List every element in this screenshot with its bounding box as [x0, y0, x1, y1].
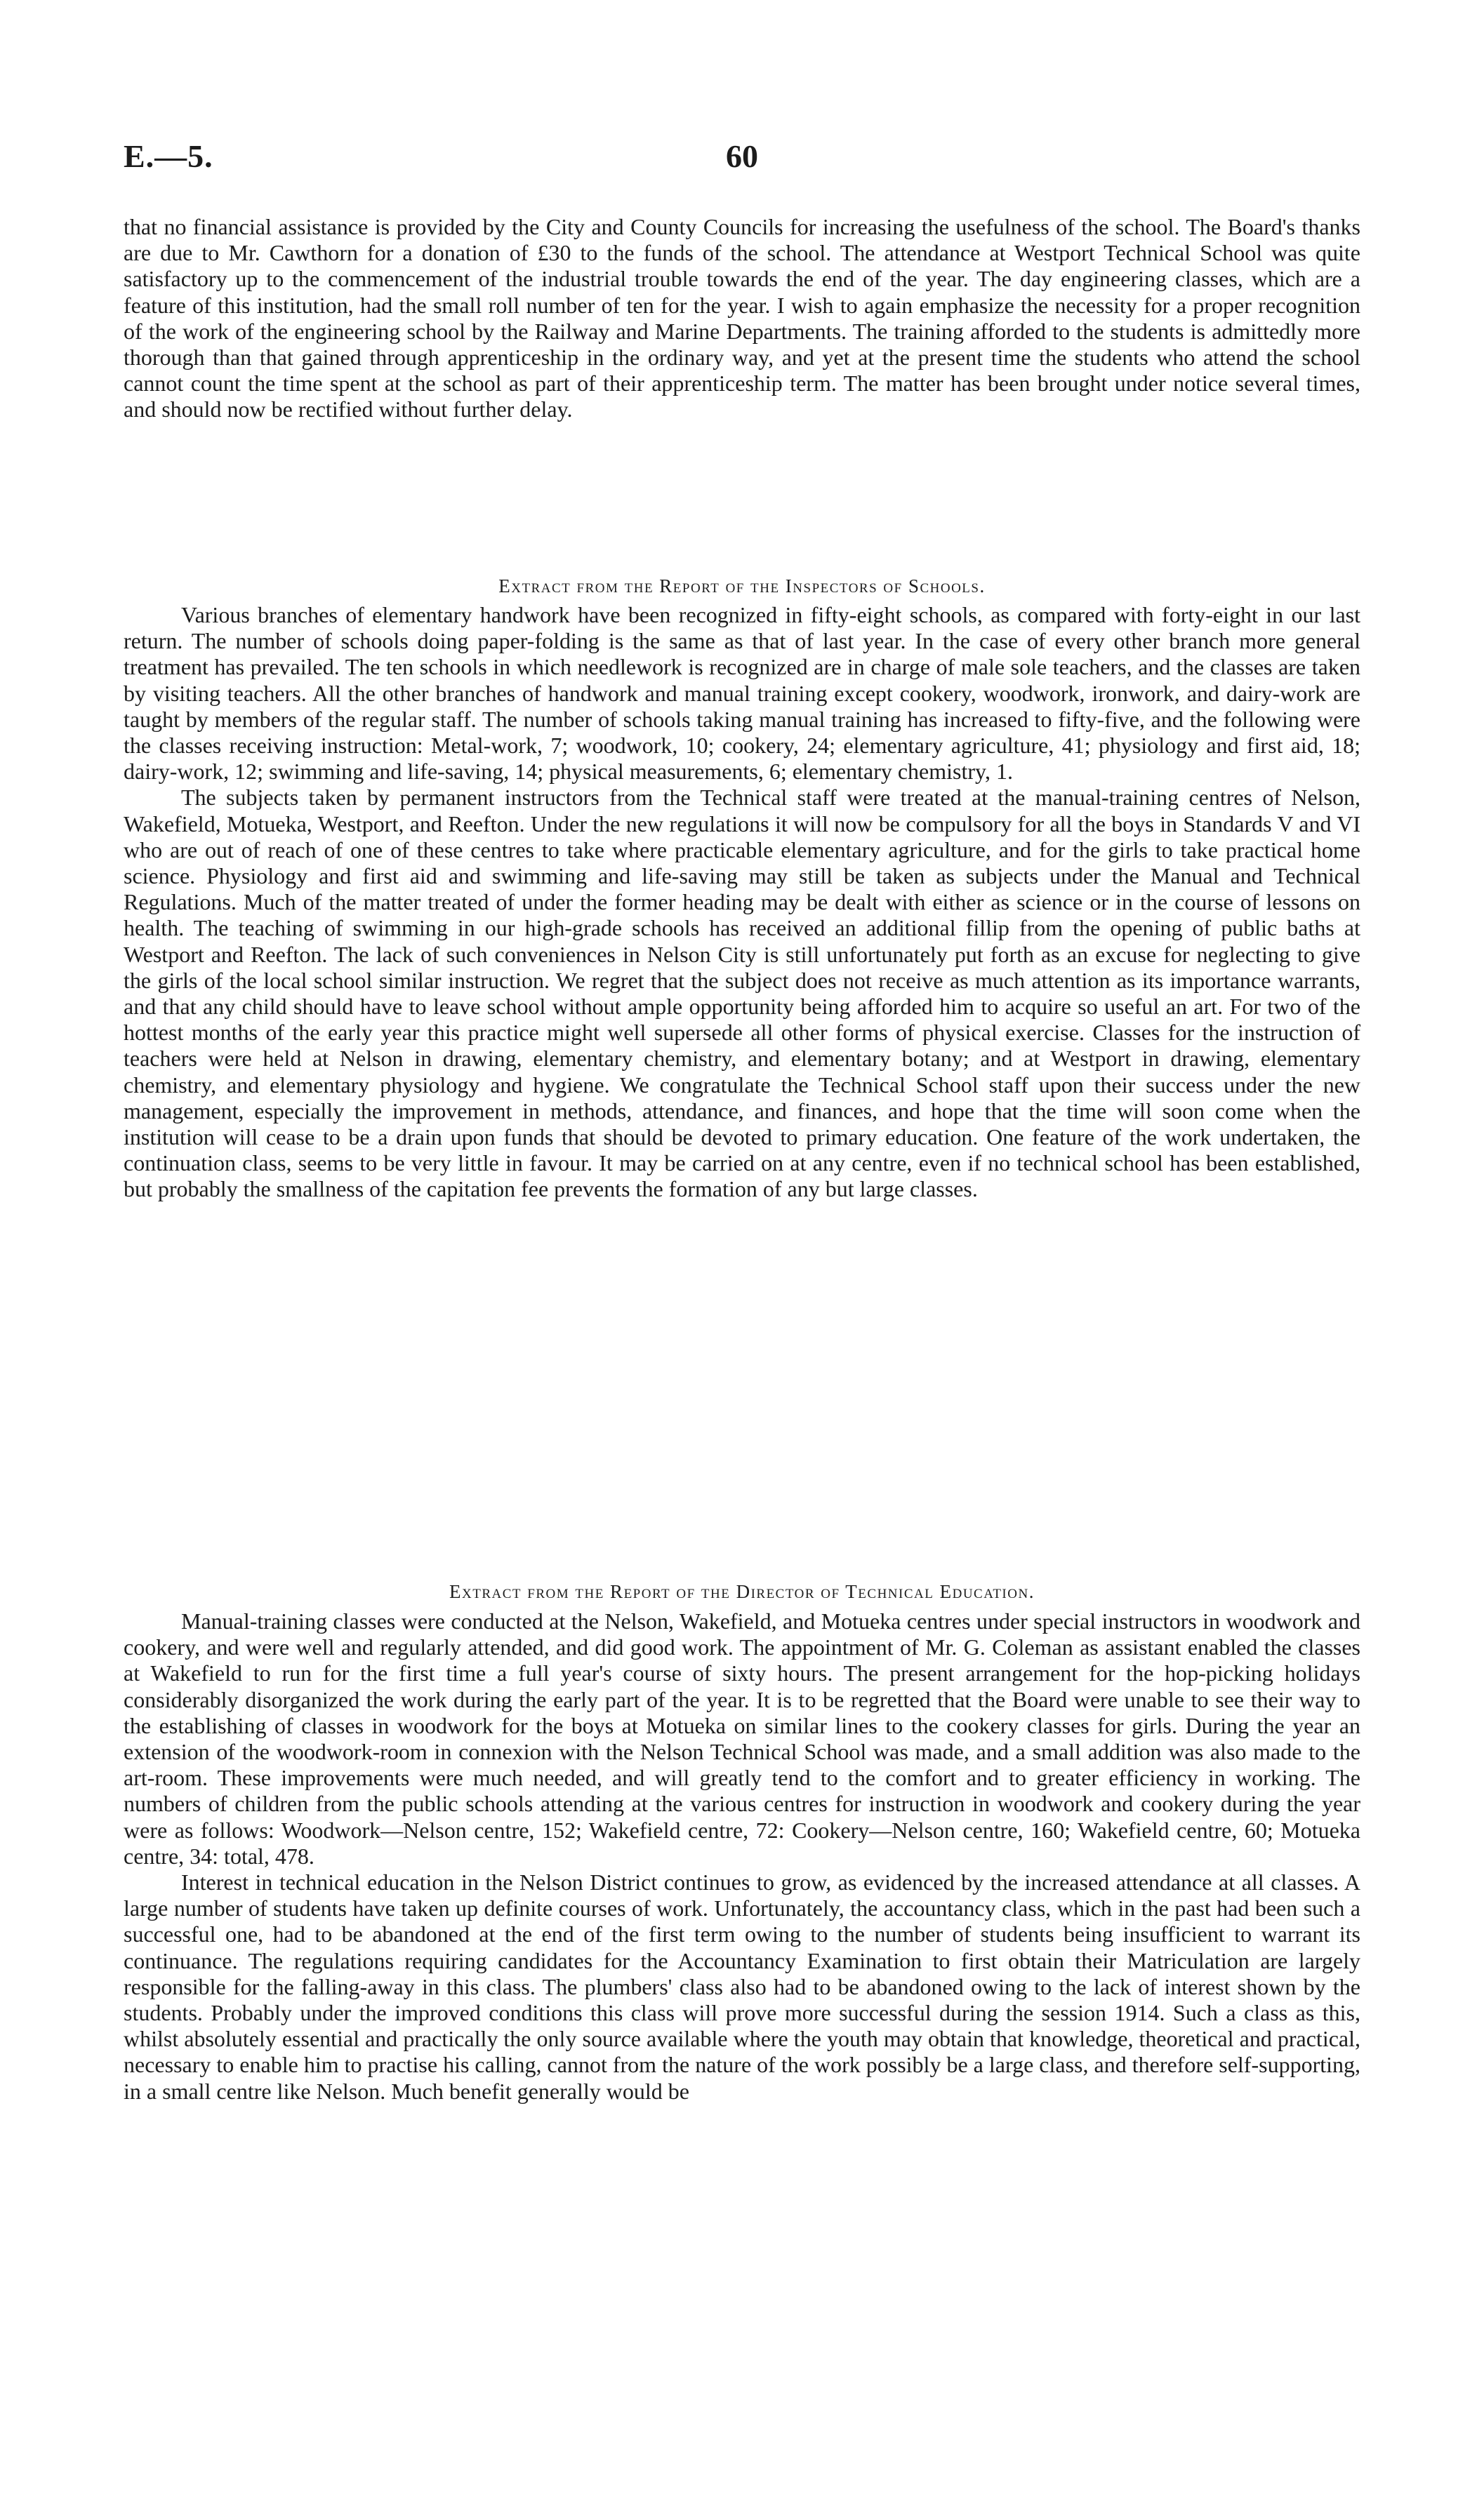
inspectors-section-body	[124, 602, 1360, 1203]
director-section-body	[124, 1608, 1360, 2105]
page-number: 60	[726, 138, 758, 174]
director-paragraph: Manual-training classes were conducted at the Nelson, Wakefield, and Motueka centres under special instructors in woodwork and cookery, and were well and regularly attended, and did good work. The appointment of Mr. G. Coleman as assistant enabled the classes at Wakefield to run for the first time a full year's course of sixty hours. The present arrangement for the hop-picking holidays considerably disorganized the work during the early part of the year. It is to be regretted that the Board were unable to see their way to the establishing of classes in woodwork for the boys at Motueka on similar lines to the cookery classes for girls. During the year an extension of the woodwork-room in connexion with the Nelson Technical School was made, and a small addition was also made to the art-room. These improvements were much needed, and will greatly tend to the comfort and to greater efficiency in working. The numbers of children from the public schools attending at the various centres for instruction in woodwork and cookery during the year were as follows: Woodwork—Nelson centre, 152; Wakefield centre, 72: Cookery—Nelson centre, 160; Wakefield centre, 60; Motueka centre, 34: total, 478.	[124, 1608, 1360, 1869]
inspectors-paragraph: The subjects taken by permanent instructors from the Technical staff were treated at the manual-training centres of Nelson, Wakefield, Motueka, Westport, and Reefton. Under the new regulations it will now be compulsory for all the boys in Standards V and VI who are out of reach of one of these centres to take where practicable elementary agriculture, and for the girls to take practical home science. Physiology and first aid and swimming and life-saving may still be taken as subjects under the Manual and Technical Regulations. Much of the matter treated of under the former heading may be dealt with either as science or in the course of lessons on health. The teaching of swimming in our high-grade schools has received an additional fillip from the opening of public baths at Westport and Reefton. The lack of such conveniences in Nelson City is still unfortunately put forth as an excuse for neglecting to give the girls of the local school similar instruction. We regret that the subject does not receive as much attention as its importance warrants, and that any child should have to leave school without ample opportunity being afforded him to acquire so useful an art. For two of the hottest months of the early year this practice might well supersede all other forms of physical exercise. Classes for the instruction of teachers were held at Nelson in drawing, elementary chemistry, and elementary botany; and at Westport in drawing, elementary chemistry, and elementary physiology and hygiene. We congratulate the Technical School staff upon their success under the new management, especially the improvement in methods, attendance, and finances, and hope that the time will soon come when the institution will cease to be a drain upon funds that should be devoted to primary education. One feature of the work undertaken, the continuation class, seems to be very little in favour. It may be carried on at any centre, even if no technical school has been established, but probably the smallness of the capitation fee prevents the formation of any but large classes.	[124, 785, 1360, 1202]
opening-paragraph: that no financial assistance is provided by the City and County Councils for increasing the usefulness of the school. The Board's thanks are due to Mr. Cawthorn for a donation of £30 to the funds of the school. The attendance at Westport Technical School was quite satisfactory up to the commencement of the industrial trouble towards the end of the year. The day engineering classes, which are a feature of this institution, had the small roll number of ten for the year. I wish to again emphasize the necessity for a proper recognition of the work of the engineering school by the Railway and Marine Departments. The training afforded to the students is admittedly more thorough than that gained through apprenticeship in the ordinary way, and yet at the present time the students who attend the school cannot count the time spent at the school as part of their apprenticeship term. The matter has been brought under notice several times, and should now be rectified without further delay.	[124, 214, 1360, 422]
inspectors-paragraph: Various branches of elementary handwork have been recognized in fifty-eight schools, as compared with forty-eight in our last return. The number of schools doing paper-folding is the same as that of last year. In the case of every other branch more general treatment has prevailed. The ten schools in which needlework is recognized are in charge of male sole teachers, and the classes are taken by visiting teachers. All the other branches of handwork and manual training except cookery, woodwork, ironwork, and dairy-work are taught by members of the regular staff. The number of schools taking manual training has increased to fifty-five, and the following were the classes receiving instruction: Metal-work, 7; woodwork, 10; cookery, 24; elementary agriculture, 41; physiology and first aid, 18; dairy-work, 12; swimming and life-saving, 14; physical measurements, 6; elementary chemistry, 1.	[124, 602, 1360, 785]
inspectors-section-heading: Extract from the Report of the Inspectors of Schools.	[498, 575, 986, 596]
director-paragraph: Interest in technical education in the Nelson District continues to grow, as evidenced by the increased attendance at all classes. A large number of students have taken up definite courses of work. Unfortunately, the accountancy class, which in the past had been such a successful one, had to be abandoned at the end of the first term owing to the number of students being insufficient to warrant its continuance. The regulations requiring candidates for the Accountancy Examination to first obtain their Matriculation are largely responsible for the falling-away in this class. The plumbers' class also had to be abandoned owing to the lack of interest shown by the students. Probably under the improved conditions this class will prove more successful during the session 1914. Such a class as this, whilst absolutely essential and practically the only source available where the youth may obtain that knowledge, theoretical and practical, necessary to enable him to practise his calling, cannot from the nature of the work possibly be a large class, and therefore self-supporting, in a small centre like Nelson. Much benefit generally would be	[124, 1869, 1360, 2104]
page-header	[124, 138, 1360, 194]
document-reference: E.—5.	[124, 138, 213, 174]
director-section-heading: Extract from the Report of the Director of Technical Education.	[449, 1581, 1035, 1602]
opening-text-block	[124, 214, 1360, 423]
